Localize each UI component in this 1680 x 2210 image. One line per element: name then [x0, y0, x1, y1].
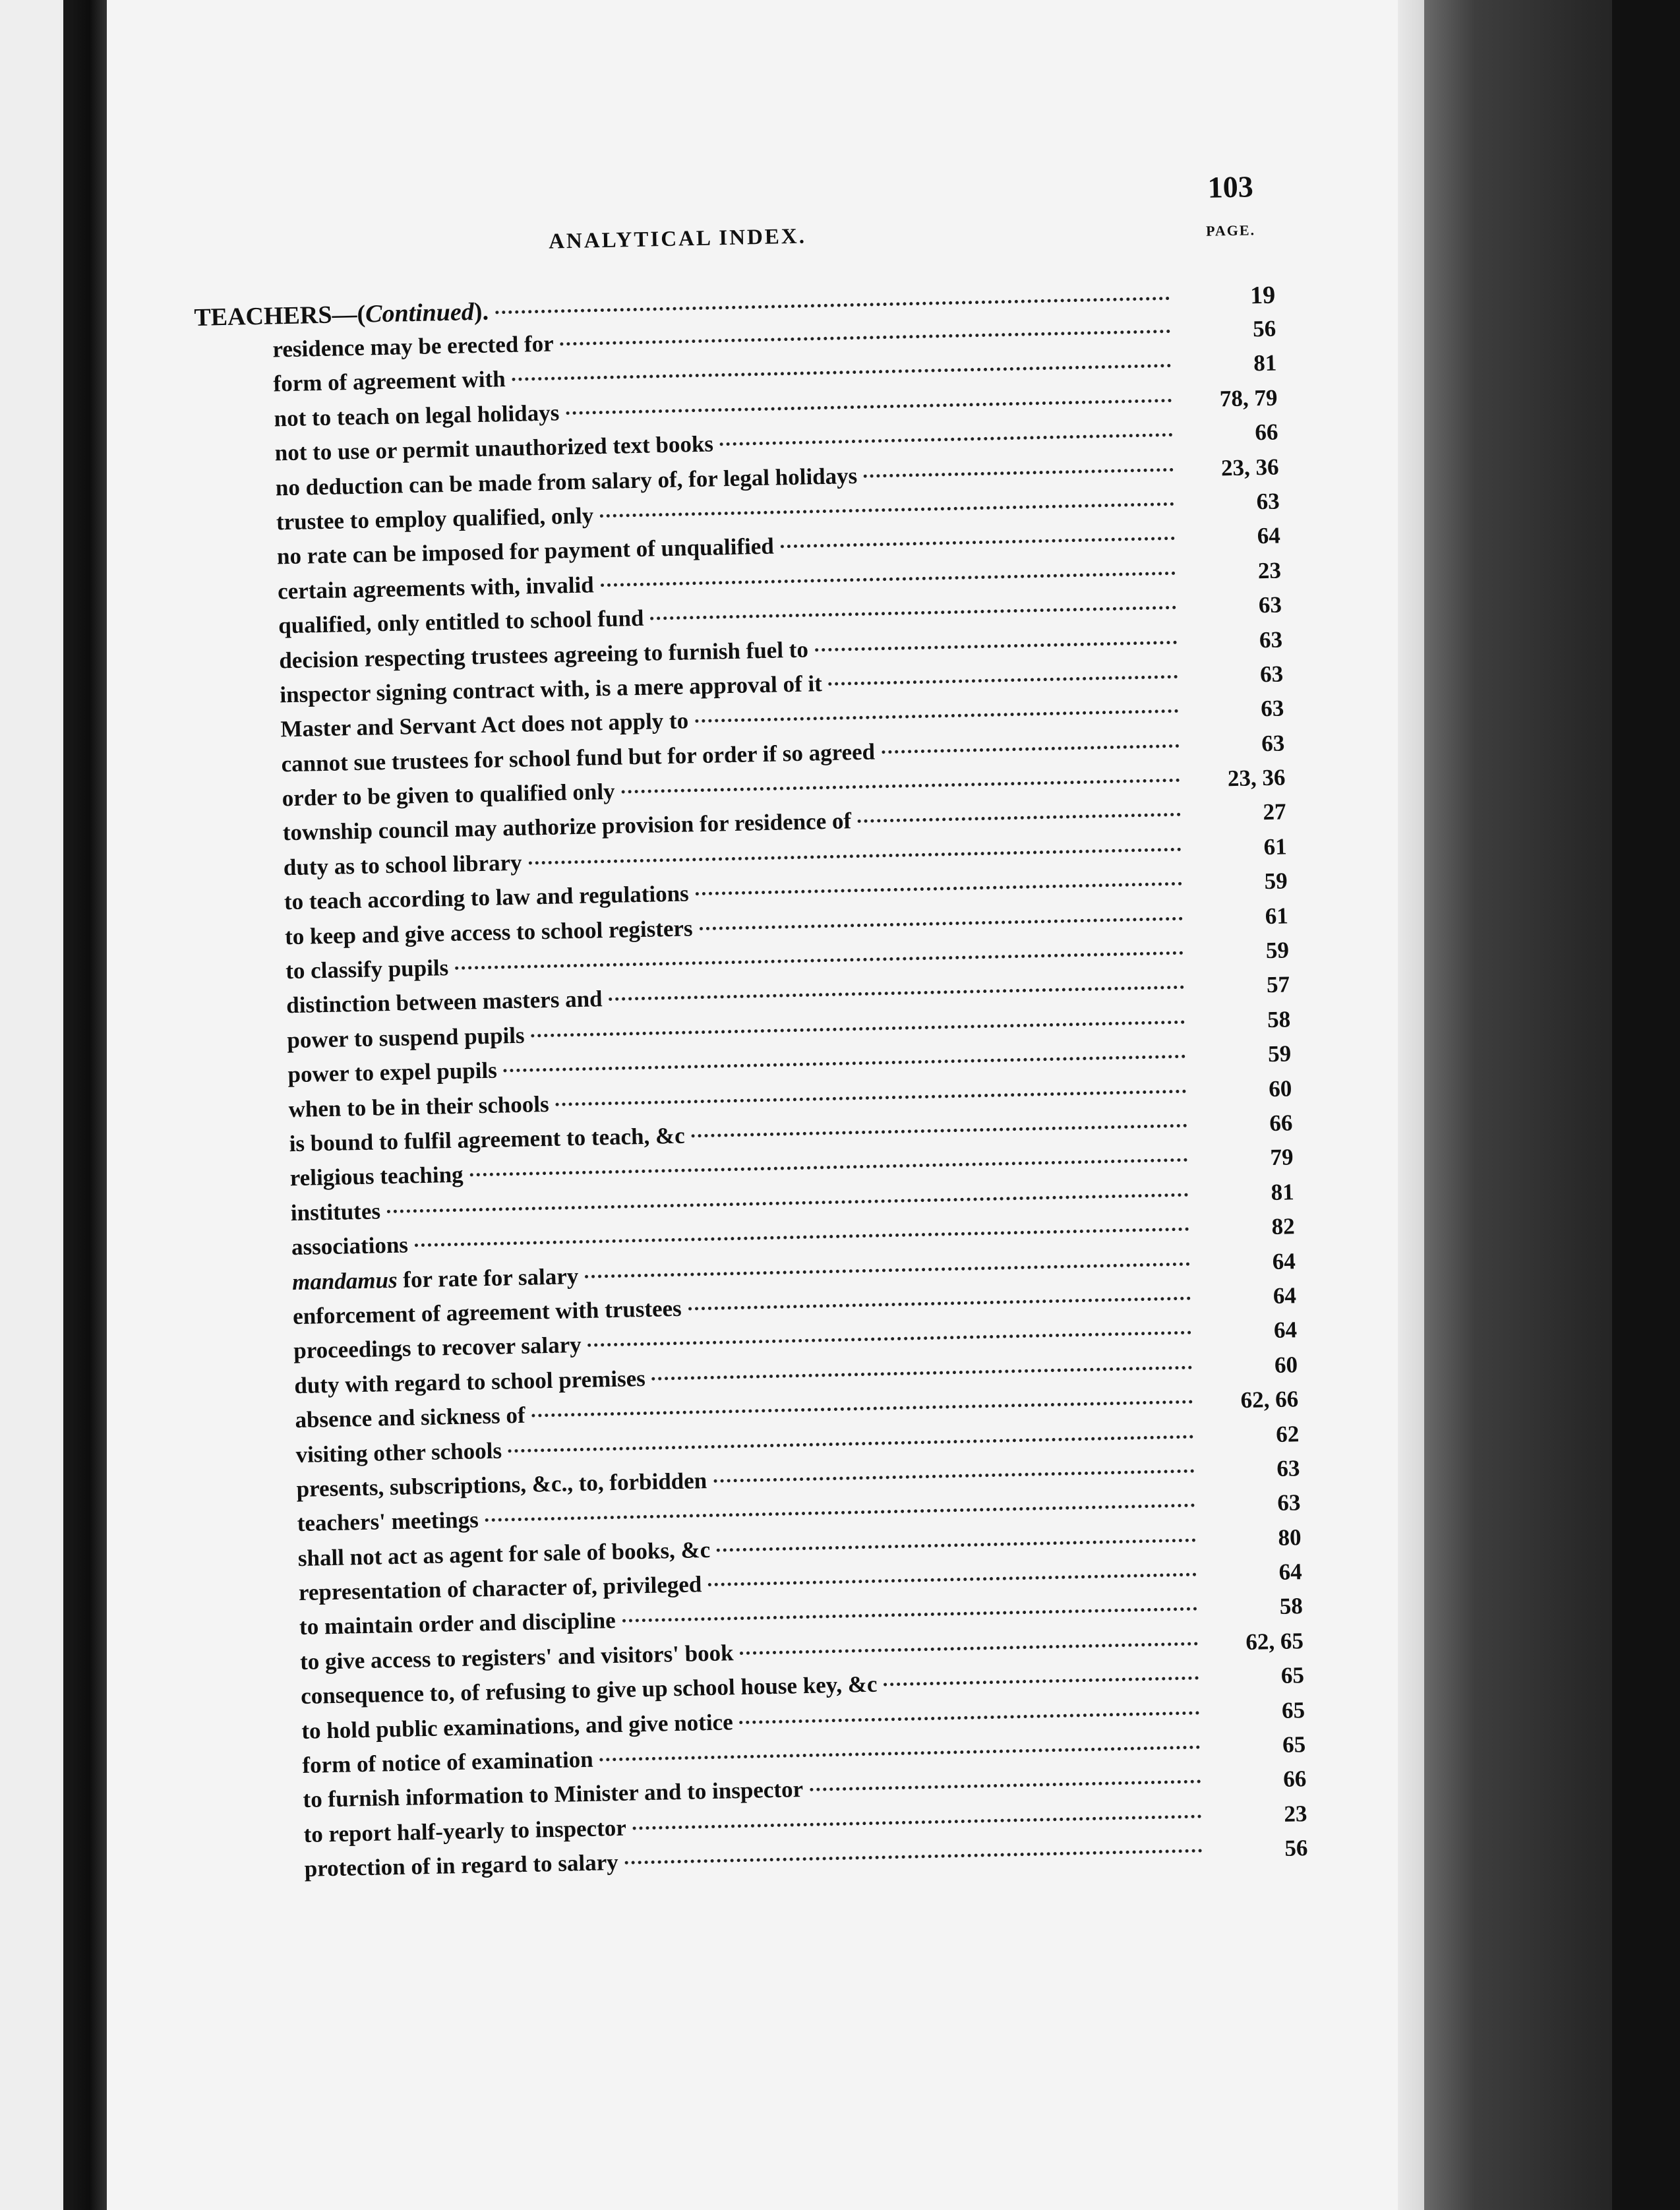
dot-leader	[622, 1607, 1197, 1623]
heading-continued: Continued	[365, 298, 475, 328]
entry-pages: 61	[1265, 903, 1289, 929]
dot-leader	[504, 1055, 1186, 1073]
entry-pages: 82	[1271, 1213, 1296, 1240]
entry-pages: 62	[1275, 1420, 1300, 1447]
dot-leader	[495, 297, 1170, 314]
dot-leader	[566, 399, 1172, 415]
dot-leader	[708, 1573, 1197, 1587]
dot-leader	[529, 848, 1182, 865]
entry-label: Master and Servant Act does not apply to	[280, 707, 689, 742]
dot-leader	[485, 1504, 1195, 1522]
dot-leader	[829, 675, 1178, 686]
dot-leader	[600, 1745, 1201, 1761]
left-gutter-shadow	[63, 0, 107, 2210]
dot-leader	[531, 1021, 1185, 1038]
dot-leader	[625, 1849, 1203, 1865]
entry-pages: 81	[1253, 349, 1277, 376]
facing-page-edge	[0, 0, 63, 2210]
entry-pages: 59	[1267, 1040, 1292, 1067]
entry-label: is bound to fulfil agreement to teach, &c	[289, 1122, 686, 1157]
entry-pages: 64	[1278, 1559, 1303, 1585]
entry-pages: 78, 79	[1219, 384, 1278, 412]
dot-leader	[695, 709, 1178, 723]
entry-pages: 66	[1282, 1766, 1307, 1793]
entry-label: shall not act as agent for sale of books, &c	[297, 1536, 711, 1571]
entry-pages: 64	[1273, 1282, 1297, 1309]
dot-leader	[740, 1711, 1200, 1724]
dot-leader	[601, 572, 1176, 587]
dot-leader	[633, 1814, 1202, 1830]
entry-label: to maintain order and discipline	[299, 1607, 616, 1640]
dot-leader	[882, 744, 1179, 753]
entry-pages: 59	[1264, 868, 1288, 895]
entry-label: form of notice of examination	[302, 1746, 594, 1779]
dot-leader	[415, 1228, 1189, 1247]
entry-label: no rate can be imposed for payment of unqualified	[276, 533, 775, 570]
entry-label: proceedings to recover salary	[293, 1332, 582, 1364]
dot-leader	[512, 364, 1172, 381]
entry-label: township council may authorize provision for residence of	[282, 808, 852, 846]
entry-label: qualified, only entitled to school fund	[278, 605, 644, 639]
entry-label: to classify pupils	[285, 955, 449, 984]
entry-pages: 63	[1259, 661, 1284, 688]
dot-leader	[585, 1262, 1190, 1278]
entry-pages: 23	[1257, 557, 1282, 583]
entry-label: residence may be erected for	[272, 330, 555, 363]
dot-leader	[740, 1642, 1197, 1655]
entry-label: order to be given to qualified only	[282, 778, 615, 812]
entry-label: to give access to registers' and visitors' book	[299, 1640, 734, 1675]
dot-leader	[650, 606, 1176, 620]
entry-label: to teach according to law and regulations	[284, 880, 690, 915]
entry-label: visiting other schools	[295, 1437, 502, 1468]
dot-leader	[884, 1677, 1199, 1687]
dot-leader	[858, 813, 1181, 823]
dot-leader	[696, 882, 1182, 895]
entry-label: representation of character of, privileged	[298, 1571, 702, 1606]
entry-pages: 62, 65	[1245, 1628, 1304, 1655]
entry-label: certain agreements with, invalid	[277, 572, 595, 605]
entry-pages: 65	[1282, 1731, 1306, 1758]
entry-pages: 63	[1258, 591, 1282, 618]
entry-pages: 66	[1269, 1110, 1293, 1137]
entry-pages: 64	[1272, 1247, 1296, 1274]
entry-pages: 62, 66	[1240, 1386, 1299, 1414]
dot-leader	[720, 433, 1173, 446]
entry-pages: 80	[1278, 1524, 1302, 1551]
entry-pages: 65	[1281, 1696, 1305, 1723]
entry-pages: 23	[1283, 1800, 1307, 1827]
dot-leader	[810, 1780, 1201, 1791]
dot-leader	[508, 1435, 1193, 1452]
entry-label: no deduction can be made from salary of, for legal holidays	[275, 462, 858, 500]
dot-leader	[470, 1158, 1188, 1177]
entry-pages: 81	[1271, 1179, 1294, 1205]
entry-label: duty with regard to school premises	[293, 1365, 646, 1398]
entry-label: presents, subscriptions, &c., to, forbidden	[296, 1467, 707, 1502]
dot-leader	[781, 537, 1175, 549]
entry-pages: 27	[1263, 798, 1286, 825]
entry-label: trustee to employ qualified, only	[276, 502, 594, 535]
entry-label: not to use or permit unauthorized text books	[274, 431, 714, 466]
page-number: 103	[1207, 169, 1254, 204]
dot-leader	[560, 330, 1171, 345]
entry-label: absence and sickness of	[295, 1402, 525, 1433]
dot-leader	[531, 1400, 1193, 1418]
entry-pages: 60	[1274, 1351, 1298, 1378]
entry-pages: 63	[1256, 488, 1280, 515]
entry-label: inspector signing contract with, is a mere approval of it	[280, 671, 823, 708]
entry-label: to keep and give access to school registers	[284, 914, 693, 949]
entry-label: form of agreement with	[273, 366, 506, 397]
entry-pages: 63	[1276, 1455, 1300, 1481]
entry-pages: 63	[1260, 695, 1284, 722]
dot-leader	[692, 1124, 1187, 1138]
entry-pages: 64	[1257, 522, 1281, 549]
entry-pages: 23, 36	[1220, 454, 1279, 481]
heading-term: TEACHERS—(Continued).	[194, 297, 489, 332]
entry-label: distinction between masters and	[285, 986, 603, 1019]
entry-pages: 58	[1279, 1593, 1304, 1620]
running-title: ANALYTICAL INDEX.	[548, 224, 807, 254]
entry-label: to report half-yearly to inspector	[303, 1814, 627, 1847]
dot-leader	[600, 502, 1174, 518]
entry-label: not to teach on legal holidays	[274, 400, 560, 432]
entry-label: when to be in their schools	[288, 1090, 550, 1122]
entry-label: institutes	[290, 1198, 381, 1226]
entry-label: enforcement of agreement with trustees	[292, 1295, 682, 1330]
entry-pages: 66	[1255, 419, 1278, 446]
entry-pages: 79	[1270, 1144, 1294, 1171]
page-content	[191, 156, 1308, 1892]
dot-leader	[717, 1538, 1195, 1551]
entry-label: power to suspend pupils	[287, 1022, 525, 1054]
entry-label: decision respecting trustees agreeing to furnish fuel to	[278, 636, 809, 673]
dot-leader	[700, 916, 1183, 930]
entry-pages: 56	[1284, 1835, 1308, 1862]
page-header	[191, 156, 1275, 303]
entry-label: protection of in regard to salary	[304, 1849, 619, 1882]
entry-label: teachers' meetings	[297, 1507, 479, 1537]
entry-label: to furnish information to Minister and to inspector	[303, 1776, 804, 1813]
entry-pages: 63	[1259, 626, 1283, 653]
entry-label	[292, 1263, 579, 1296]
entry-label-rest: for rate for salary	[397, 1263, 579, 1293]
entry-pages: 63	[1277, 1489, 1301, 1516]
entry-pages: 23, 36	[1227, 764, 1286, 792]
dot-leader	[815, 640, 1177, 651]
dot-leader	[588, 1331, 1191, 1347]
entry-label-italic: mandamus	[291, 1267, 398, 1295]
heading-pages: 19	[1249, 281, 1276, 310]
dot-leader	[713, 1469, 1194, 1482]
entry-pages: 59	[1265, 937, 1290, 964]
dot-leader	[455, 951, 1184, 970]
dot-leader	[688, 1297, 1191, 1311]
entry-label: cannot sue trustees for school fund but for order if so agreed	[281, 738, 876, 777]
entry-pages: 60	[1268, 1075, 1292, 1102]
entry-pages: 63	[1261, 730, 1285, 756]
entry-pages: 61	[1263, 833, 1288, 860]
entry-pages: 64	[1273, 1317, 1298, 1344]
index-entries	[195, 316, 1308, 1892]
entry-label: associations	[291, 1232, 409, 1261]
entry-label: duty as to school library	[283, 849, 522, 881]
entry-pages: 65	[1280, 1662, 1305, 1689]
entry-pages: 56	[1252, 315, 1276, 342]
entry-pages: 58	[1267, 1006, 1291, 1032]
entry-label: to hold public examinations, and give notice	[301, 1708, 734, 1744]
scan-border	[1612, 0, 1680, 2210]
dot-leader	[622, 779, 1180, 794]
dot-leader	[652, 1365, 1192, 1380]
page-column-label: PAGE.	[1205, 222, 1256, 239]
entry-label: power to expel pupils	[287, 1057, 498, 1088]
entry-label: consequence to, of refusing to give up school house key, &c	[300, 1671, 878, 1710]
dot-leader	[387, 1193, 1189, 1212]
dot-leader	[864, 467, 1174, 477]
entry-pages: 57	[1266, 971, 1290, 998]
entry-label: religious teaching	[289, 1162, 464, 1191]
dot-leader	[556, 1089, 1187, 1106]
dot-leader	[609, 986, 1184, 1001]
